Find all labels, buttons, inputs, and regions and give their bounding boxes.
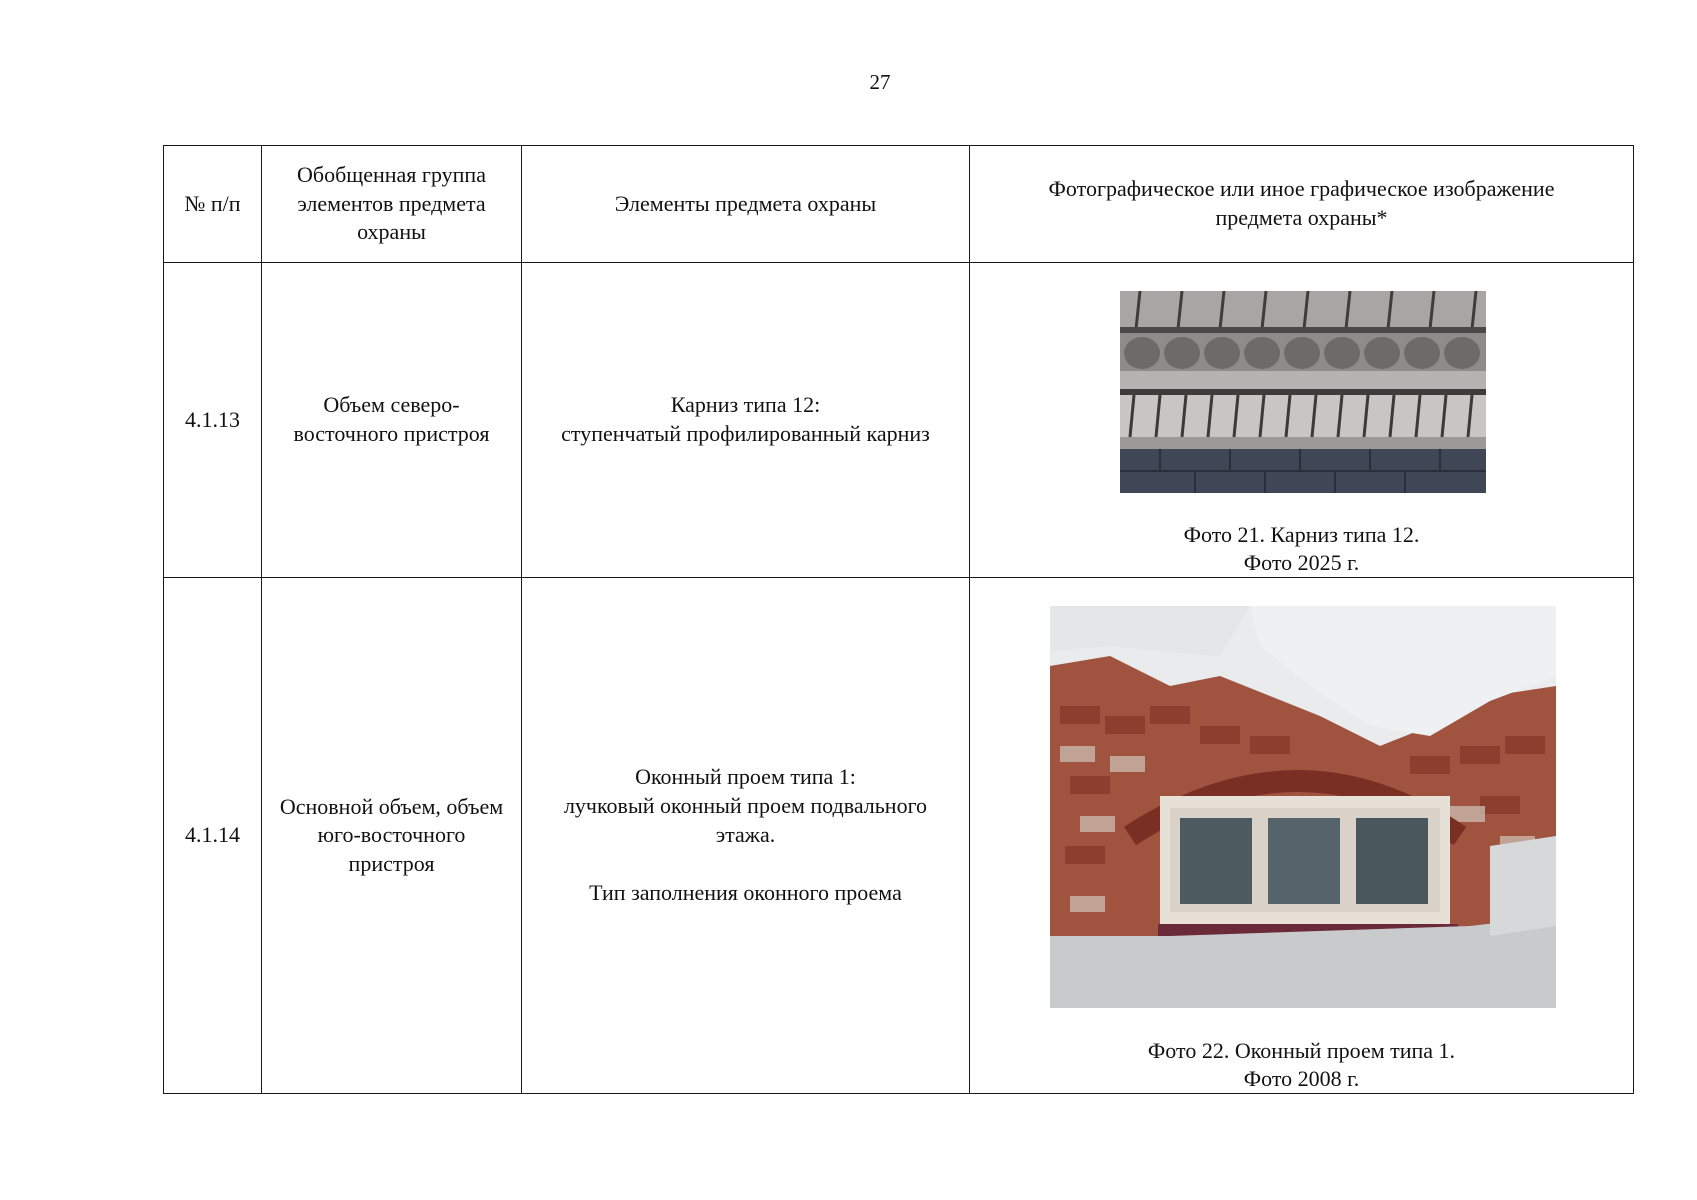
element-line: лучковый оконный проем подвального этажа.: [563, 792, 928, 847]
table-row: [164, 263, 1634, 578]
header-number: № п/п: [164, 146, 262, 263]
caption-line: Фото 2008 г.: [1243, 1066, 1360, 1091]
page-number: 27: [869, 70, 891, 94]
photo-cell: [970, 578, 1634, 1094]
caption-line: Фото 21. Карниз типа 12.: [1183, 522, 1420, 547]
row-group: Объем северо-восточного пристроя: [262, 263, 522, 578]
row-number: 4.1.14: [164, 578, 262, 1094]
photo-caption: [970, 1037, 1633, 1093]
protection-subject-table: [163, 145, 1634, 1094]
caption-line: Фото 22. Оконный проем типа 1.: [1147, 1038, 1456, 1063]
row-elements: [522, 578, 970, 1094]
element-line: Оконный проем типа 1:: [635, 764, 856, 790]
caption-line: Фото 2025 г.: [1243, 550, 1360, 575]
photo-caption: [970, 521, 1633, 577]
element-line: Карниз типа 12:: [670, 392, 821, 418]
table-header-row: [164, 146, 1634, 263]
row-group: Основной объем, объем юго-восточного пристроя: [262, 578, 522, 1094]
row-elements: [522, 263, 970, 578]
table-row: [164, 578, 1634, 1094]
photo-cell: [970, 263, 1634, 578]
header-group: Обобщенная группа элементов предмета охраны: [262, 146, 522, 263]
element-line: ступенчатый профилированный карниз: [561, 421, 930, 446]
cornice-photo: [1120, 291, 1486, 493]
header-elements: Элементы предмета охраны: [522, 146, 970, 263]
header-photo: Фотографическое или иное графическое изображение предмета охраны*: [970, 146, 1634, 263]
row-number: 4.1.13: [164, 263, 262, 578]
element-line: Тип заполнения оконного проема: [589, 880, 902, 906]
window-photo: [1050, 606, 1556, 1008]
